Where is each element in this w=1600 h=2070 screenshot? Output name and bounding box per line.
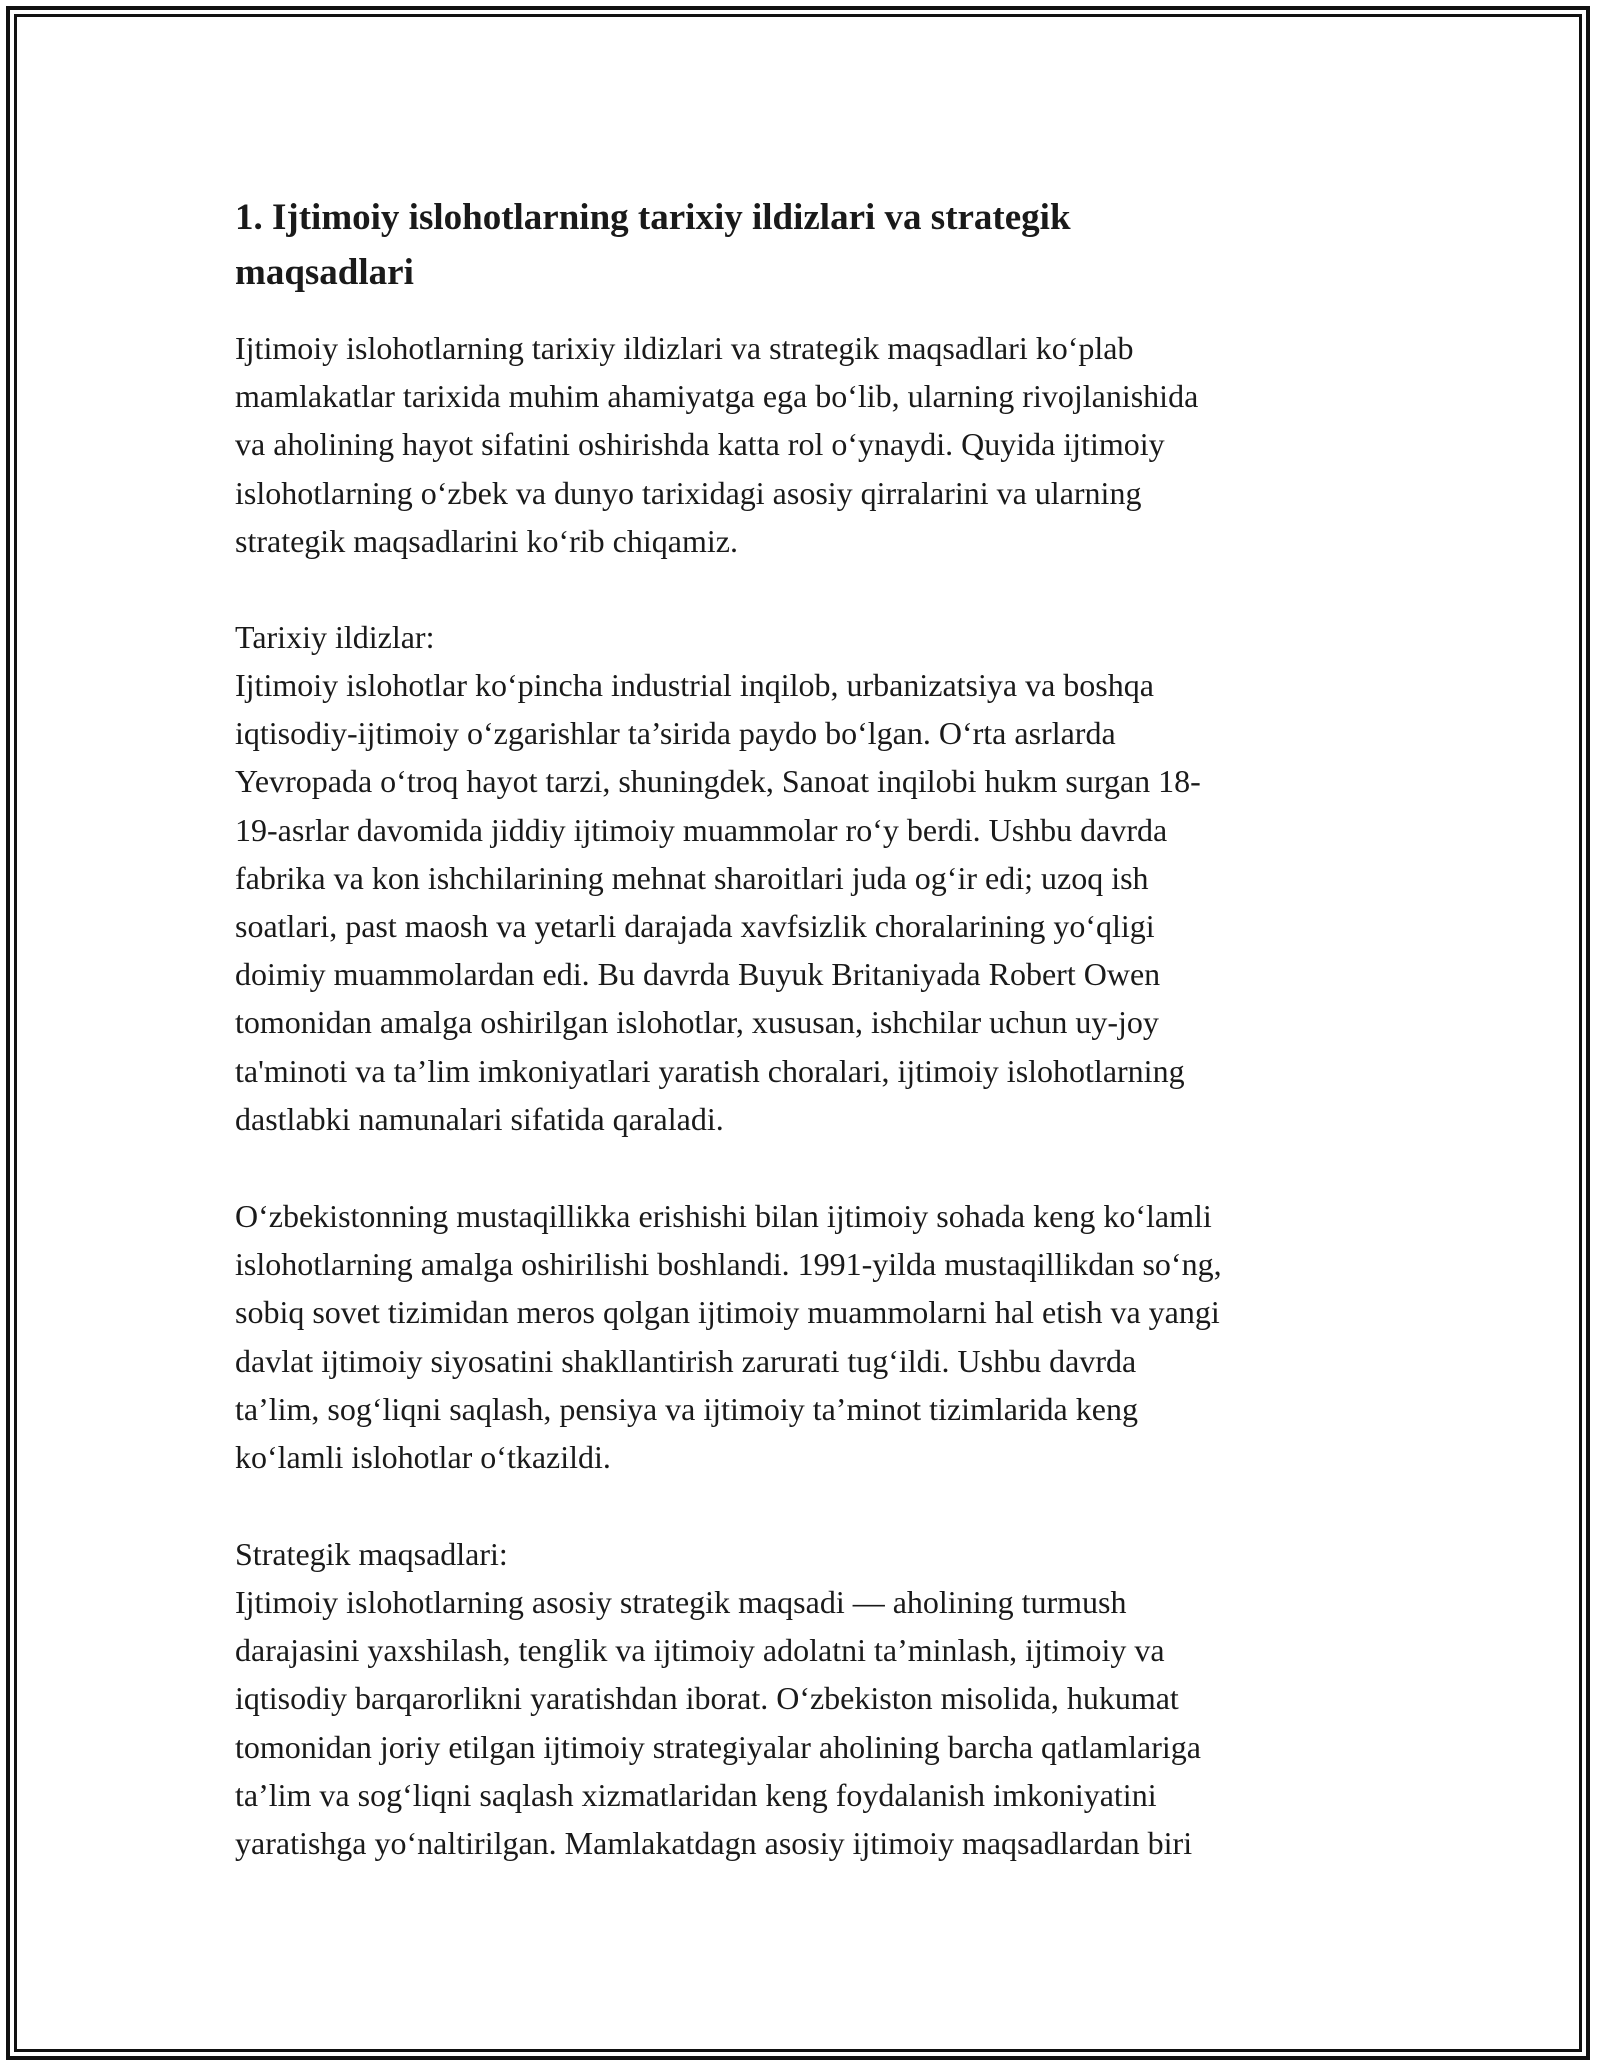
strategic-goals-label: Strategik maqsadlari: <box>235 1536 508 1572</box>
section-heading: 1. Ijtimoiy islohotlarning tarixiy ildizlari va strategik maqsadlari <box>235 197 1071 293</box>
strategic-goals-paragraph: Ijtimoiy islohotlarning asosiy strategik maqsadi — aholining turmush darajasini yaxshilash, tenglik va ijtimoiy adolatni ta’minlash, ijtimoiy va iqtisodiy barqarorlikni yaratishdan iborat. O‘zbekiston misolida, hukumat tomonidan joriy etilgan ijtimoiy strategiyalar aholining barcha qatlamlariga ta’lim va sog‘liqni saqlash xizmatlaridan keng foydalanish imkoniyatini yaratishga yo‘naltirilgan. Mamlakatdagn asosiy ijtimoiy maqsadlardan biri <box>235 1584 1201 1862</box>
intro-paragraph: Ijtimoiy islohotlarning tarixiy ildizlari va strategik maqsadlari ko‘plab mamlakatlar tarixida muhim ahamiyatga ega bo‘lib, ularning rivojlanishida va aholining hayot sifatini oshirishda katta rol o‘ynaydi. Quyida ijtimoiy islohotlarning o‘zbek va dunyo tarixidagi asosiy qirralarini va ularning strategik maqsadlarini ko‘rib chiqamiz. <box>235 330 1199 559</box>
document-body <box>235 190 1375 1862</box>
uzbekistan-reforms-paragraph: O‘zbekistonning mustaqillikka erishishi bilan ijtimoiy sohada keng ko‘lamli islohotlarning amalga oshirilishi boshlandi. 1991-yilda mustaqillikdan so‘ng, sobiq sovet tizimidan meros qolgan ijtimoiy muammolarni hal etish va yangi davlat ijtimoiy siyosatini shakllantirish zarurati tug‘ildi. Ushbu davrda ta’lim, sog‘liqni saqlash, pensiya va ijtimoiy ta’minot tizimlarida keng ko‘lamli islohotlar o‘tkazildi. <box>235 1198 1222 1476</box>
historical-roots-label: Tarixiy ildizlar: <box>235 619 435 655</box>
historical-roots-paragraph: Ijtimoiy islohotlar ko‘pincha industrial inqilob, urbanizatsiya va boshqa iqtisodiy-ijtimoiy o‘zgarishlar ta’sirida paydo bo‘lgan. O‘rta asrlarda Yevropada o‘troq hayot tarzi, shuningdek, Sanoat inqilobi hukm surgan 18- 19-asrlar davomida jiddiy ijtimoiy muammolar ro‘y berdi. Ushbu davrda fabrika va kon ishchilarining mehnat sharoitlari juda og‘ir edi; uzoq ish soatlari, past maosh va yetarli darajada xavfsizlik choralarining yo‘qligi doimiy muammolardan edi. Bu davrda Buyuk Britaniyada Robert Owen tomonidan amalga oshirilgan islohotlar, xususan, ishchilar uchun uy-joy ta'minoti va ta’lim imkoniyatlari yaratish choralari, ijtimoiy islohotlarning dastlabki namunalari sifatida qaraladi. <box>235 667 1201 1137</box>
